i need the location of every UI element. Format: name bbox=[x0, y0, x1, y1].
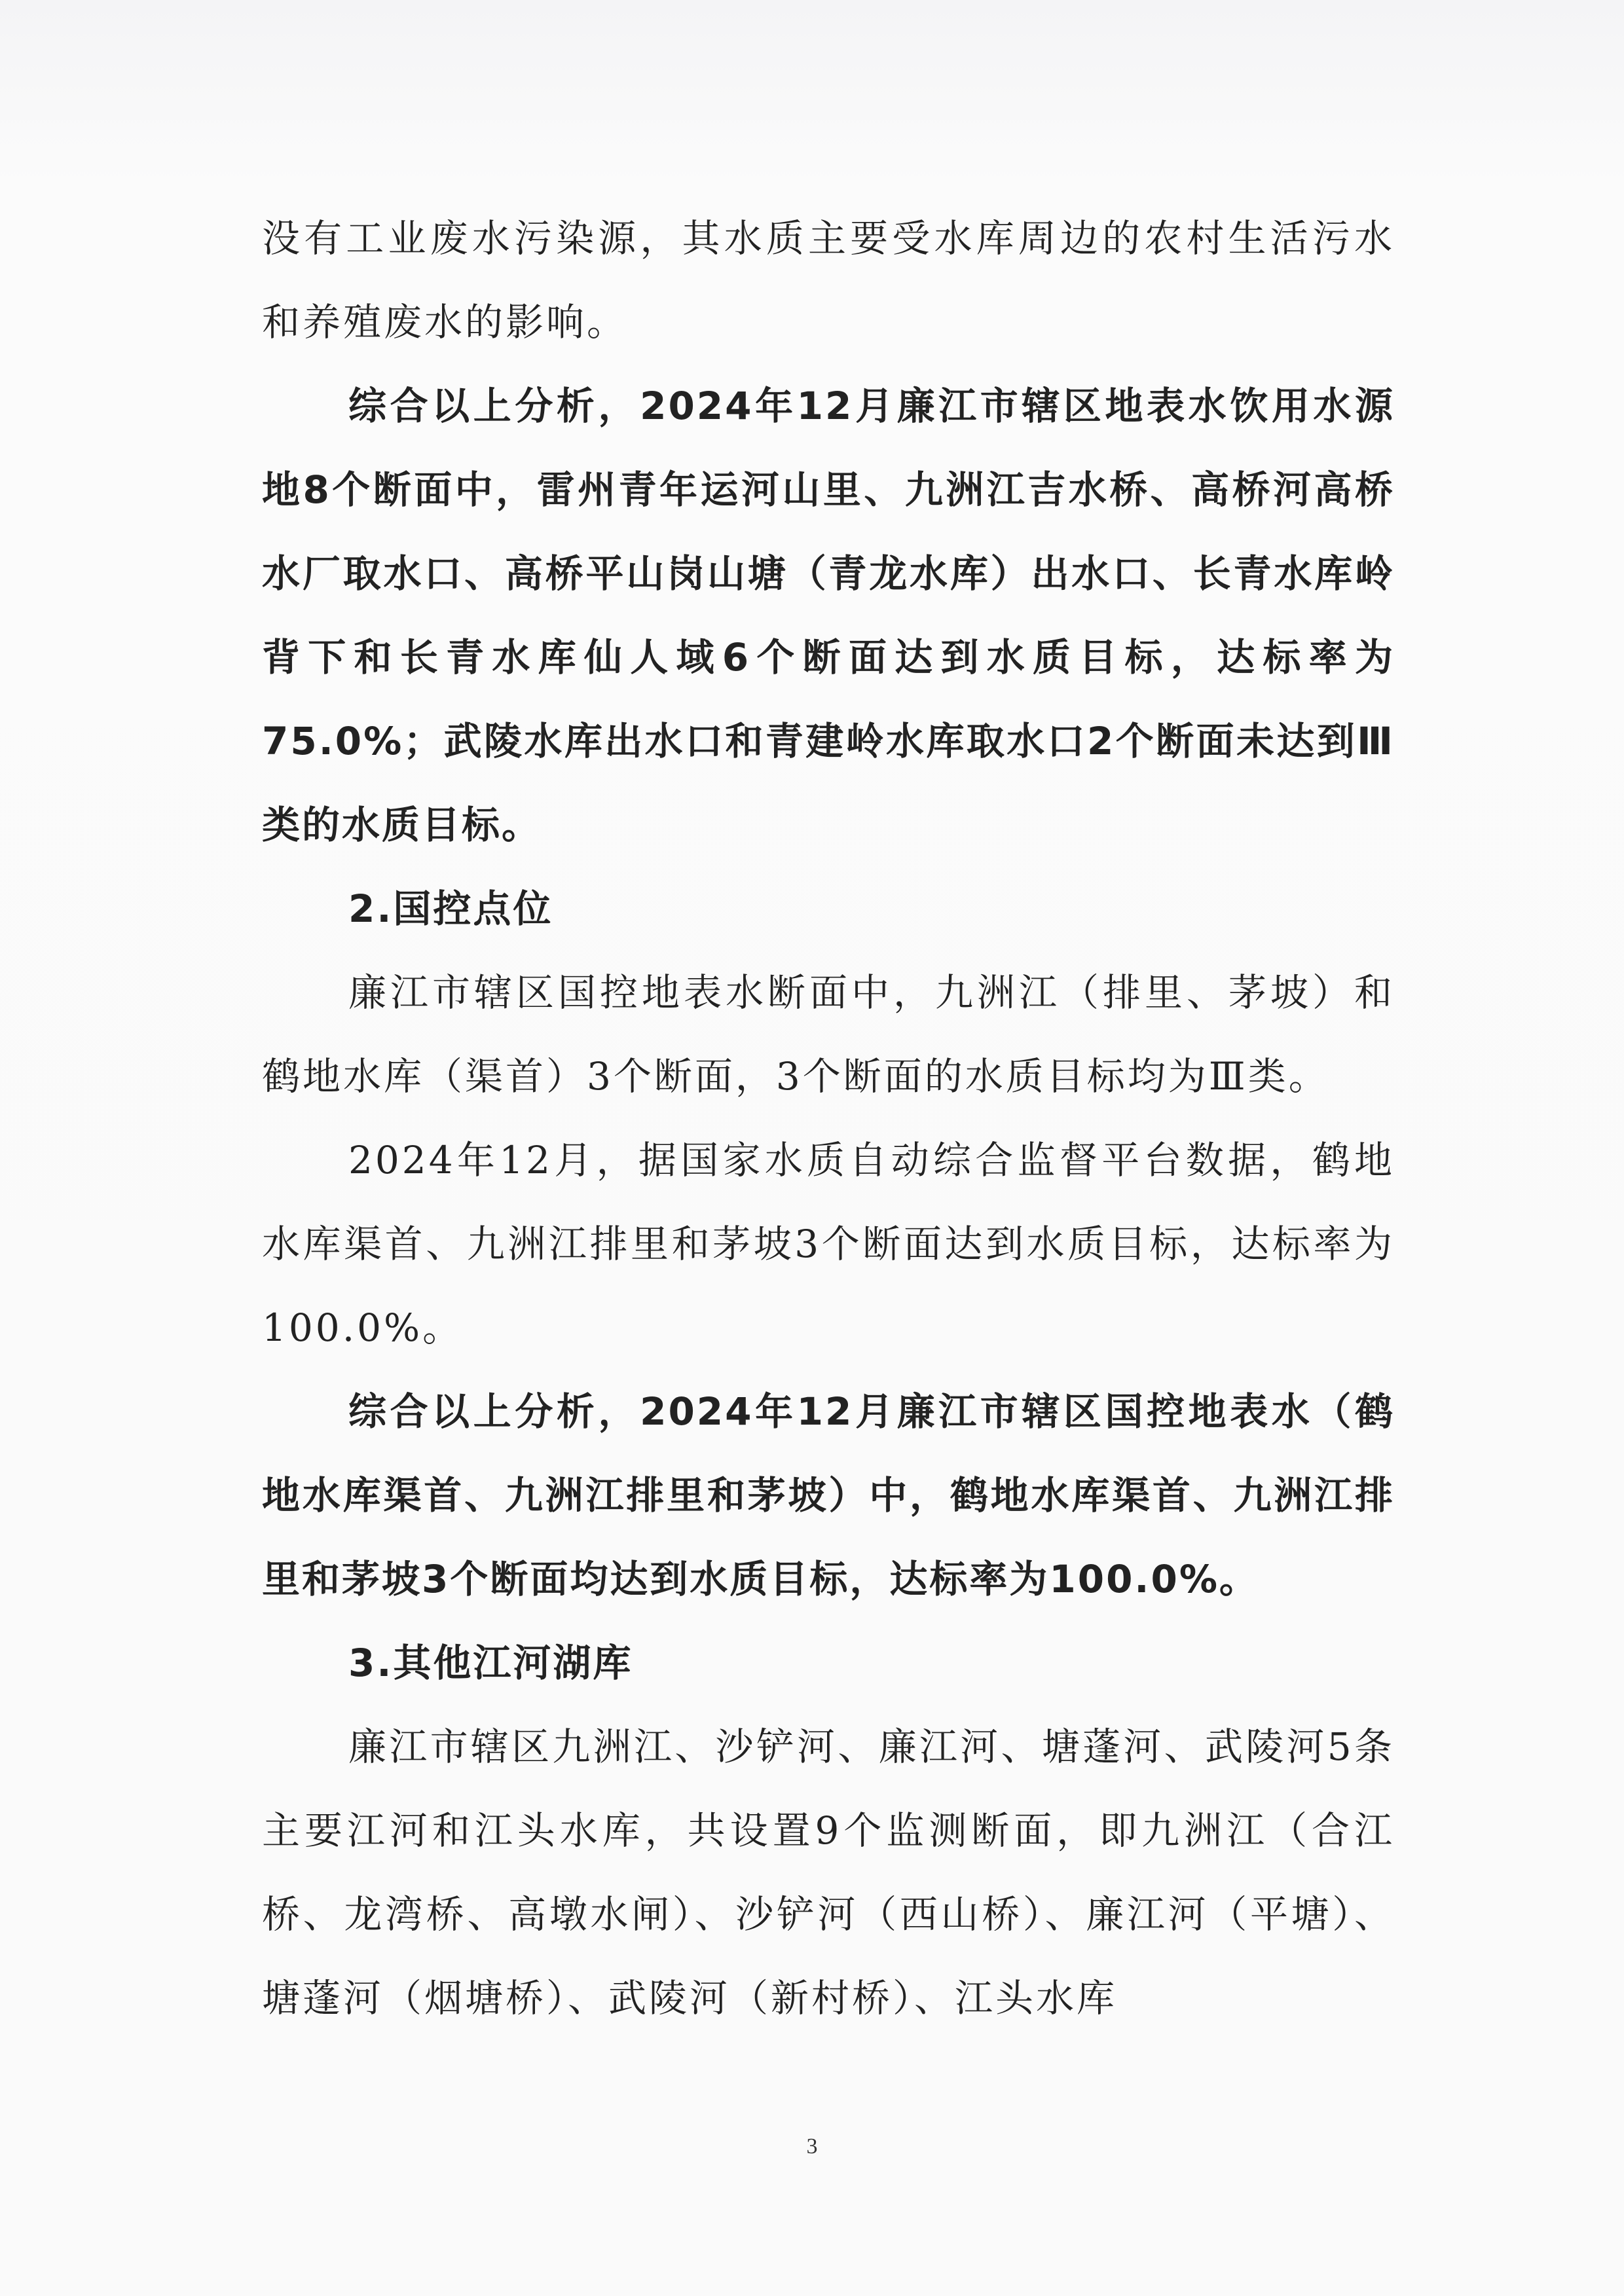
heading-other-rivers-lakes: 3.其他江河湖库 bbox=[348, 1641, 633, 1685]
paragraph-national-monitoring-result: 2024年12月，据国家水质自动综合监督平台数据，鹤地水库渠首、九洲江排里和茅坡3个断面达到水质目标，达标率为100.0%。 bbox=[262, 1138, 1395, 1350]
paragraph-drinking-water-summary: 综合以上分析，2024年12月廉江市辖区地表水饮用水源地8个断面中，雷州青年运河山里、九洲江吉水桥、高桥河高桥水厂取水口、高桥平山岗山塘（青龙水库）出水口、长青水库岭背下和长青水库仙人域6个断面达到水质目标，达标率为75.0%；武陵水库出水口和青建岭水库取水口2个断面未达到Ⅲ类的水质目标。 bbox=[262, 384, 1395, 847]
paragraph-rural-pollution: 没有工业废水污染源，其水质主要受水库周边的农村生活污水和养殖废水的影响。 bbox=[262, 216, 1395, 344]
paragraph-national-sections: 廉江市辖区国控地表水断面中，九洲江（排里、茅坡）和鹤地水库（渠首）3个断面，3个断面的水质目标均为Ⅲ类。 bbox=[262, 970, 1395, 1099]
document-body bbox=[262, 196, 1395, 2040]
paragraph-national-summary: 综合以上分析，2024年12月廉江市辖区国控地表水（鹤地水库渠首、九洲江排里和茅坡）中，鹤地水库渠首、九洲江排里和茅坡3个断面均达到水质目标，达标率为100.0%。 bbox=[262, 1389, 1395, 1601]
page-number: 3 bbox=[806, 2134, 818, 2159]
paragraph-other-rivers-sections: 廉江市辖区九洲江、沙铲河、廉江河、塘蓬河、武陵河5条主要江河和江头水库，共设置9个监测断面，即九洲江（合江桥、龙湾桥、高墩水闸）、沙铲河（西山桥）、廉江河（平塘）、塘蓬河（烟塘桥）、武陵河（新村桥）、江头水库 bbox=[262, 1724, 1395, 2020]
heading-national-control-points: 2.国控点位 bbox=[348, 886, 553, 931]
